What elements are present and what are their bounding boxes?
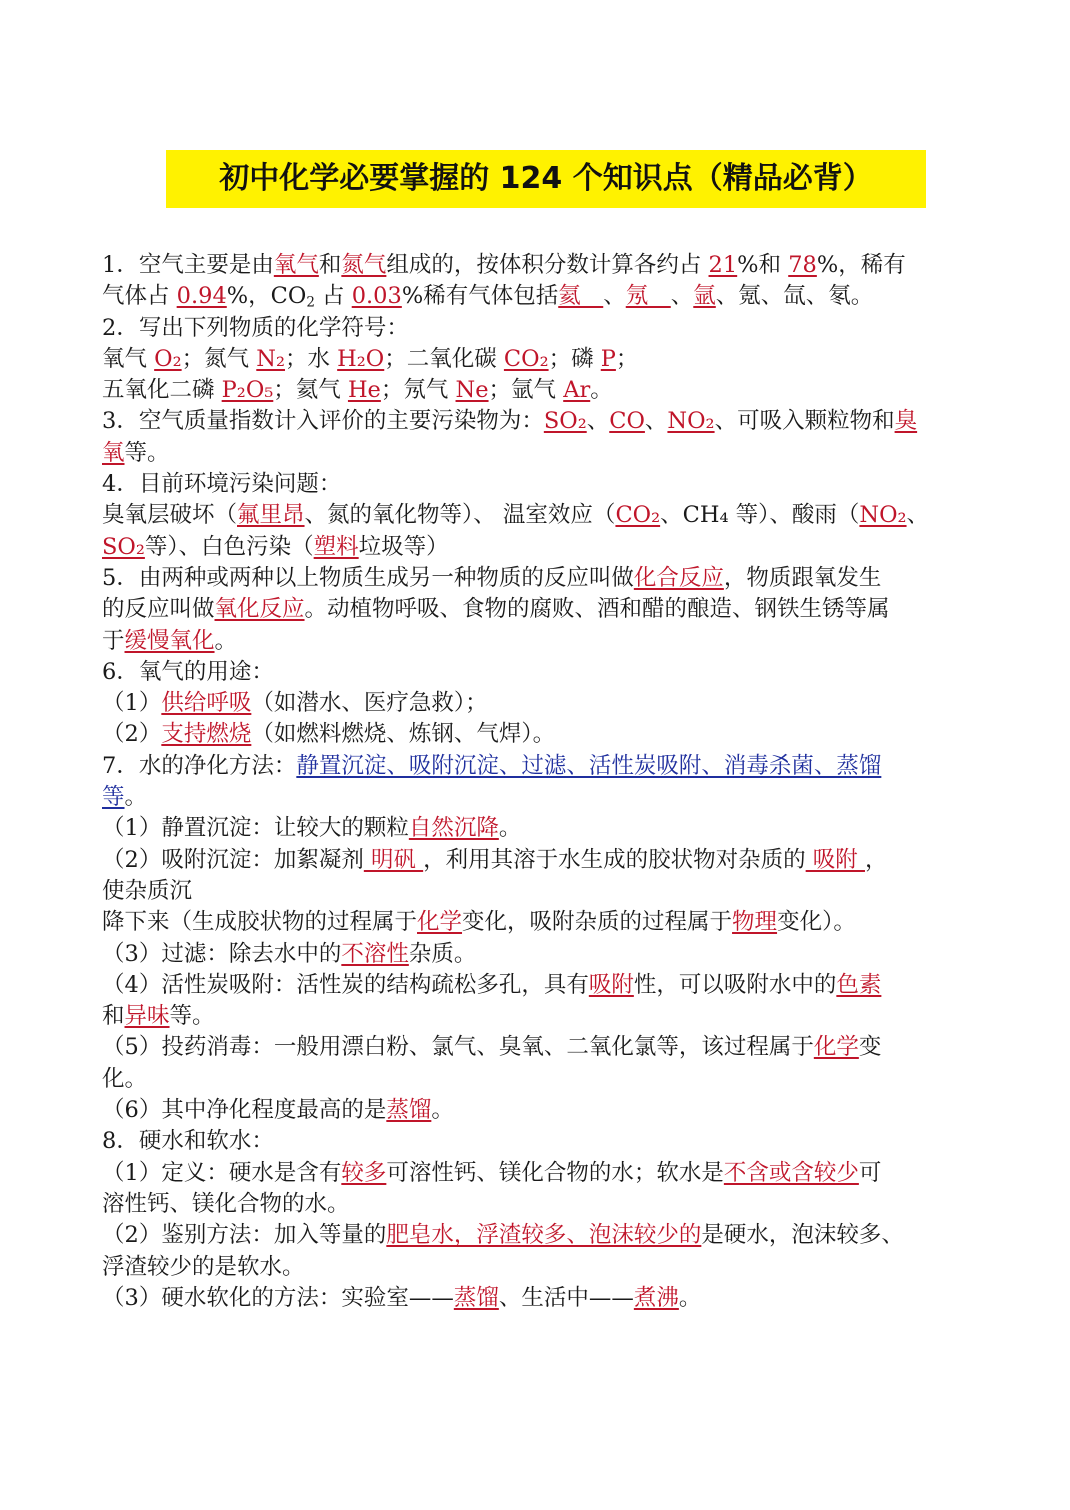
line-text: 等。 xyxy=(124,439,170,466)
text-line xyxy=(102,594,972,625)
text-line xyxy=(102,907,972,938)
text-line xyxy=(102,939,972,970)
line-text: （2）鉴别方法：加入等量的 xyxy=(102,1222,387,1249)
line-text: 。 xyxy=(590,377,613,404)
line-text: 、氪、氙、氡。 xyxy=(715,283,874,310)
text-line xyxy=(102,657,972,688)
line-text: （3）过滤：除去水中的 xyxy=(102,940,342,967)
answer-blank-blue: 静置沉淀、吸附沉淀、过滤、活性炭吸附、消毒杀菌、蒸馏 xyxy=(296,752,882,779)
line-text: ；二氧化碳 xyxy=(384,345,504,372)
answer-blank: 化合反应 xyxy=(633,564,724,591)
line-text: 、 xyxy=(603,283,626,310)
line-text: 变化，吸附杂质的过程属于 xyxy=(462,909,733,936)
text-line xyxy=(102,375,972,406)
line-text: （4）活性炭吸附：活性炭的结构疏松多孔，具有 xyxy=(102,971,589,998)
text-line xyxy=(102,688,972,719)
line-text: （如燃料燃烧、炼钢、气焊）。 xyxy=(251,721,556,748)
line-text: （1） xyxy=(102,690,162,717)
line-text: 垃圾等） xyxy=(358,533,449,560)
answer-blank: 较多 xyxy=(341,1159,387,1186)
answer-blank: 吸附 xyxy=(805,846,865,873)
line-text: （6）其中净化程度最高的是 xyxy=(102,1097,387,1124)
knowledge-points-body xyxy=(102,250,972,1314)
answer-blank: He xyxy=(347,377,381,404)
line-text: （如潜水、医疗急救）； xyxy=(251,690,488,717)
answer-blank: N₂ xyxy=(256,345,285,372)
line-text: 5．由两种或两种以上物质生成另一种物质的反应叫做 xyxy=(102,564,634,591)
line-text: 可溶性钙、镁化合物的水；软水是 xyxy=(386,1159,724,1186)
line-text: 3．空气质量指数计入评价的主要污染物为： xyxy=(102,408,544,435)
answer-blank: 氧气 xyxy=(273,252,319,278)
answer-blank: 氩 xyxy=(693,283,716,310)
line-text: 性，可以吸附水中的 xyxy=(633,971,837,998)
text-line xyxy=(102,250,972,281)
line-text: 、 xyxy=(906,502,930,529)
line-text: 。 xyxy=(431,1097,454,1124)
answer-blank: 自然沉降 xyxy=(408,815,499,842)
text-line xyxy=(102,469,972,500)
answer-blank: SO₂ xyxy=(102,533,145,560)
line-text: ，利用其溶于水生成的胶状物对杂质的 xyxy=(423,846,806,873)
text-line xyxy=(102,1032,972,1063)
answer-blank: 21 xyxy=(708,252,738,278)
answer-blank: 蒸馏 xyxy=(453,1284,499,1311)
subscript: 2 xyxy=(306,294,315,311)
line-text: 。 xyxy=(124,784,148,811)
answer-blank: H₂O xyxy=(337,345,385,372)
line-text: （2） xyxy=(102,721,162,748)
text-line xyxy=(102,406,972,437)
line-text: ， xyxy=(864,846,888,873)
answer-blank: 氦 xyxy=(558,283,604,310)
line-text: （1）定义：硬水是含有 xyxy=(102,1159,342,1186)
line-text: ；水 xyxy=(285,345,338,372)
line-text: 1．空气主要是由 xyxy=(102,252,274,278)
answer-blank: 0.03 xyxy=(351,283,402,310)
line-text: 、 xyxy=(644,408,668,435)
answer-blank: 0.94 xyxy=(176,283,227,310)
answer-blank: 化学 xyxy=(417,909,463,936)
answer-blank: NO₂ xyxy=(667,408,715,435)
line-text: 。动植物呼吸、食物的腐败、酒和醋的酿造、钢铁生锈等属 xyxy=(304,596,890,623)
answer-blank: NO₂ xyxy=(859,502,907,529)
answer-blank: 氮气 xyxy=(341,252,387,278)
text-line xyxy=(102,876,972,907)
line-text: 。 xyxy=(498,815,522,842)
text-line xyxy=(102,563,972,594)
line-text: 和 xyxy=(318,252,342,278)
text-line xyxy=(102,1189,972,1220)
line-text: 4．目前环境污染问题： xyxy=(102,471,342,498)
line-text: 、CH₄ 等）、酸雨（ xyxy=(660,502,860,529)
answer-blank: O₂ xyxy=(154,345,182,372)
answer-blank: 物理 xyxy=(732,909,778,936)
line-text: 。 xyxy=(678,1284,702,1311)
line-text: （2）吸附沉淀：加絮凝剂 xyxy=(102,846,364,873)
line-text: 组成的，按体积分数计算各约占 xyxy=(386,252,709,278)
line-text: 于 xyxy=(102,627,125,654)
answer-blank: 78 xyxy=(788,252,817,278)
line-text: ； xyxy=(615,345,639,372)
answer-blank: 臭 xyxy=(894,408,918,435)
text-line xyxy=(102,626,972,657)
line-text: 、 xyxy=(586,408,610,435)
answer-blank: 煮沸 xyxy=(633,1284,679,1311)
line-text: %稀有气体包括 xyxy=(401,283,559,310)
line-text: 降下来（生成胶状物的过程属于 xyxy=(102,909,418,936)
line-text: 变化）。 xyxy=(777,909,856,936)
line-text: 杂质。 xyxy=(408,940,477,967)
answer-blank: 氟里昂 xyxy=(237,502,305,529)
line-text: 6．氧气的用途： xyxy=(102,658,274,685)
answer-blank: 肥皂水，浮渣较多、泡沫较少的 xyxy=(386,1222,702,1249)
text-line xyxy=(102,1095,972,1126)
text-line xyxy=(102,532,972,563)
answer-blank: 色素 xyxy=(836,971,882,998)
line-text: 化。 xyxy=(102,1065,148,1092)
line-text: 、氮的氧化物等）、 温室效应（ xyxy=(304,502,616,529)
answer-blank: 蒸馏 xyxy=(386,1097,432,1124)
line-text: 浮渣较少的是软水。 xyxy=(102,1253,305,1280)
line-text: 臭氧层破坏（ xyxy=(102,502,238,529)
text-line xyxy=(102,438,972,469)
answer-blank: CO xyxy=(609,408,645,435)
line-text: 变 xyxy=(858,1034,882,1061)
line-text: 气体占 xyxy=(102,283,177,310)
answer-blank: Ne xyxy=(455,377,489,404)
answer-blank: CO₂ xyxy=(615,502,661,529)
line-text: 五氧化二磷 xyxy=(102,377,222,404)
text-line xyxy=(102,1064,972,1095)
line-text: 溶性钙、镁化合物的水。 xyxy=(102,1190,350,1217)
line-text: %，稀有 xyxy=(816,252,906,278)
answer-blank: 氧化反应 xyxy=(214,596,305,623)
line-text: （1）静置沉淀：让较大的颗粒 xyxy=(102,815,409,842)
line-text: 2．写出下列物质的化学符号： xyxy=(102,314,409,341)
line-text: ；氖气 xyxy=(380,377,456,404)
text-line xyxy=(102,1283,972,1314)
line-text: （3）硬水软化的方法：实验室—— xyxy=(102,1284,454,1311)
line-text: ；磷 xyxy=(548,345,601,372)
line-text: 、 xyxy=(670,283,694,310)
answer-blank-blue: 等 xyxy=(102,784,125,811)
line-text: 、可吸入颗粒物和 xyxy=(714,408,895,435)
answer-blank: 供给呼吸 xyxy=(161,690,252,717)
text-line xyxy=(102,970,972,1001)
line-text: 氧气 xyxy=(102,345,155,372)
text-line xyxy=(102,1220,972,1251)
answer-blank: 塑料 xyxy=(313,533,359,560)
line-text: %和 xyxy=(737,252,789,278)
text-line xyxy=(102,281,972,312)
text-line xyxy=(102,813,972,844)
answer-blank: 不含或含较少 xyxy=(723,1159,859,1186)
answer-blank: P xyxy=(600,345,616,372)
answer-blank: 缓慢氧化 xyxy=(124,627,215,654)
text-line xyxy=(102,500,972,531)
line-text: ，物质跟氧发生 xyxy=(723,564,882,591)
line-text: 的反应叫做 xyxy=(102,596,215,623)
line-text: 占 xyxy=(314,283,352,310)
answer-blank: CO₂ xyxy=(503,345,549,372)
text-line xyxy=(102,313,972,344)
line-text: 可 xyxy=(858,1159,882,1186)
line-text: 8．硬水和软水： xyxy=(102,1128,274,1155)
line-text: ；氦气 xyxy=(273,377,348,404)
text-line xyxy=(102,719,972,750)
line-text: ；氩气 xyxy=(488,377,564,404)
line-text: 是硬水，泡沫较多、 xyxy=(701,1222,904,1249)
line-text: 和 xyxy=(102,1003,125,1030)
answer-blank: 异味 xyxy=(124,1003,170,1030)
line-text: 等。 xyxy=(169,1003,215,1030)
answer-blank: 吸附 xyxy=(588,971,634,998)
answer-blank: 氖 xyxy=(625,283,671,310)
line-text: 、生活中—— xyxy=(498,1284,634,1311)
line-text: 7．水的净化方法： xyxy=(102,752,297,779)
text-line xyxy=(102,1252,972,1283)
text-line xyxy=(102,751,972,782)
text-line xyxy=(102,782,972,813)
line-text: （5）投药消毒：一般用漂白粉、氯气、臭氧、二氧化氯等，该过程属于 xyxy=(102,1034,814,1061)
answer-blank: 支持燃烧 xyxy=(161,721,252,748)
page-title: 初中化学必要掌握的 124 个知识点（精品必背） xyxy=(166,150,926,208)
text-line xyxy=(102,344,972,375)
text-line xyxy=(102,845,972,876)
answer-blank: Ar xyxy=(563,377,591,404)
answer-blank: 明矾 xyxy=(363,846,424,873)
answer-blank: 不溶性 xyxy=(341,940,409,967)
line-text: 等）、白色污染（ xyxy=(144,533,314,560)
line-text: 。 xyxy=(214,627,238,654)
answer-blank: 化学 xyxy=(813,1034,859,1061)
text-line xyxy=(102,1158,972,1189)
line-text: 使杂质沉 xyxy=(102,877,193,904)
answer-blank: SO₂ xyxy=(543,408,587,435)
line-text: %，CO xyxy=(226,283,307,310)
text-line xyxy=(102,1126,972,1157)
answer-blank: 氧 xyxy=(102,439,125,466)
line-text: ；氮气 xyxy=(181,345,257,372)
text-line xyxy=(102,1001,972,1032)
answer-blank: P₂O₅ xyxy=(221,377,274,404)
